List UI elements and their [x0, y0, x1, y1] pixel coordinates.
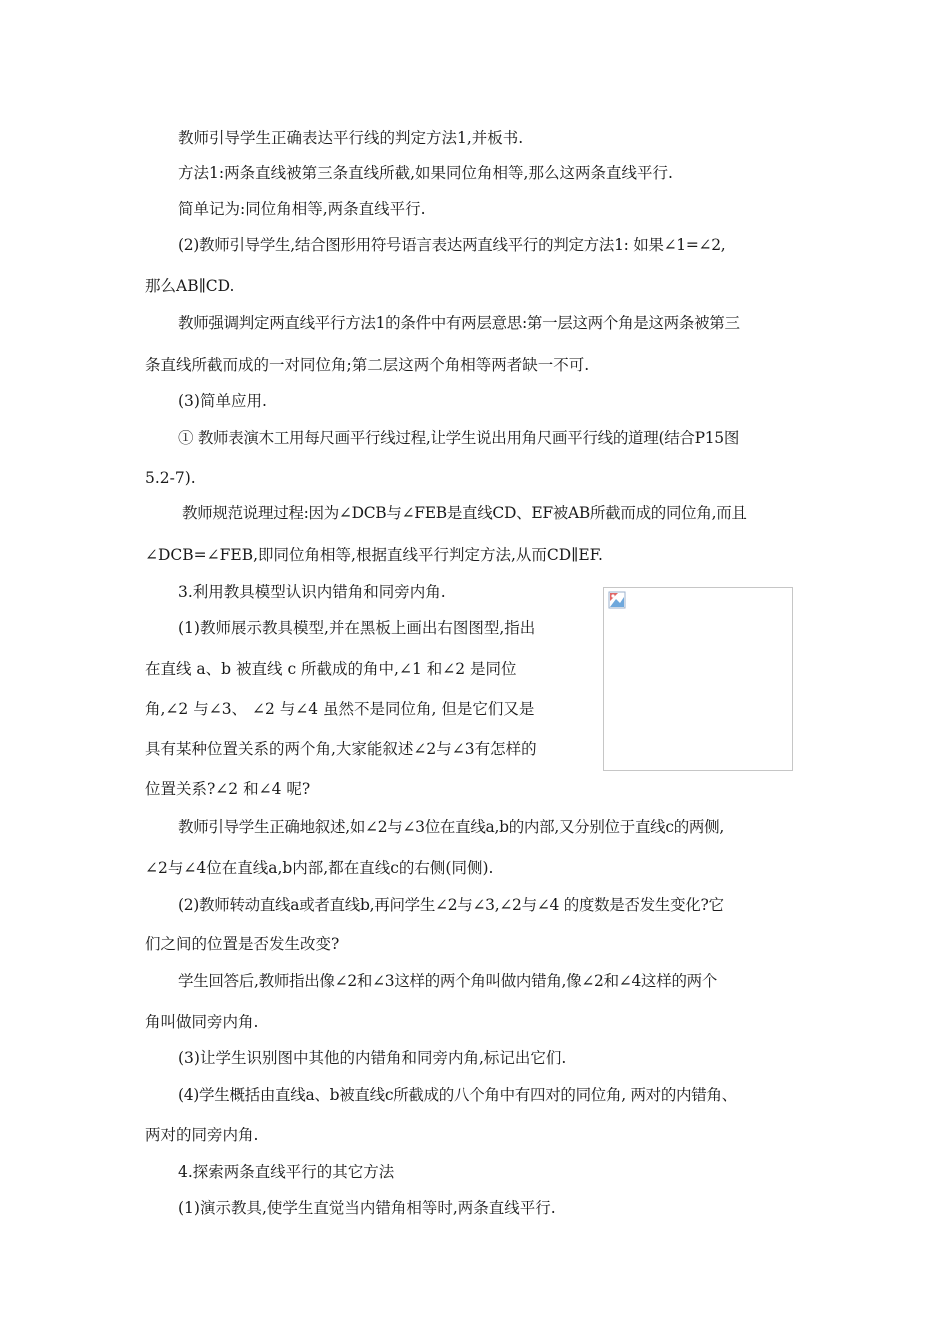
paragraph-line: (3)简单应用. [178, 392, 267, 410]
paragraph-line: (1)演示教具,使学生直觉当内错角相等时,两条直线平行. [178, 1199, 556, 1217]
paragraph-line: 教师规范说理过程:因为∠DCB与∠FEB是直线CD、EF被AB所截而成的同位角,而且 [182, 504, 747, 522]
paragraph-line: 简单记为:同位角相等,两条直线平行. [178, 200, 426, 218]
paragraph-line: ∠2与∠4位在直线a,b内部,都在直线c的右侧(同侧). [145, 859, 494, 877]
paragraph-line: ① 教师表演木工用每尺画平行线过程,让学生说出用角尺画平行线的道理(结合P15图 [178, 429, 740, 447]
paragraph-line: 位置关系?∠2 和∠4 呢? [145, 780, 311, 798]
paragraph-line: 们之间的位置是否发生改变? [145, 935, 340, 953]
paragraph-line: 4.探索两条直线平行的其它方法 [178, 1163, 395, 1181]
paragraph-line: 教师引导学生正确地叙述,如∠2与∠3位在直线a,b的内部,又分别位于直线c的两侧, [178, 818, 724, 836]
paragraph-line: 条直线所截而成的一对同位角;第二层这两个角相等两者缺一不可. [145, 356, 590, 374]
paragraph-line: 3.利用教具模型认识内错角和同旁内角. [178, 583, 446, 601]
paragraph-line: 教师强调判定两直线平行方法1的条件中有两层意思:第一层这两个角是这两条被第三 [178, 314, 740, 332]
paragraph-line: (2)教师转动直线a或者直线b,再问学生∠2与∠3,∠2与∠4 的度数是否发生变化?它 [178, 896, 724, 914]
paragraph-line: 角叫做同旁内角. [145, 1013, 259, 1031]
paragraph-line: (3)让学生识别图中其他的内错角和同旁内角,标记出它们. [178, 1049, 567, 1067]
broken-image-icon [608, 591, 626, 609]
paragraph-line: 学生回答后,教师指出像∠2和∠3这样的两个角叫做内错角,像∠2和∠4这样的两个 [178, 972, 718, 990]
paragraph-line: 角,∠2 与∠3、 ∠2 与∠4 虽然不是同位角, 但是它们又是 [145, 700, 535, 718]
paragraph-line: (4)学生概括由直线a、b被直线c所截成的八个角中有四对的同位角, 两对的内错角、 [178, 1086, 737, 1104]
paragraph-line: (1)教师展示教具模型,并在黑板上画出右图图型,指出 [178, 619, 536, 637]
paragraph-line: 教师引导学生正确表达平行线的判定方法1,并板书. [178, 129, 524, 147]
paragraph-line: ∠DCB=∠FEB,即同位角相等,根据直线平行判定方法,从而CD∥EF. [145, 546, 603, 564]
paragraph-line: 两对的同旁内角. [145, 1126, 259, 1144]
figure-image-placeholder [603, 587, 793, 771]
paragraph-line: 5.2-7). [145, 469, 196, 487]
paragraph-line: 具有某种位置关系的两个角,大家能叙述∠2与∠3有怎样的 [145, 740, 537, 758]
paragraph-line: 方法1:两条直线被第三条直线所截,如果同位角相等,那么这两条直线平行. [178, 164, 673, 182]
paragraph-line: 在直线 a、b 被直线 c 所截成的角中,∠1 和∠2 是同位 [145, 660, 517, 678]
paragraph-line: 那么AB∥CD. [145, 277, 235, 295]
paragraph-line: (2)教师引导学生,结合图形用符号语言表达两直线平行的判定方法1: 如果∠1=∠2, [178, 236, 726, 254]
